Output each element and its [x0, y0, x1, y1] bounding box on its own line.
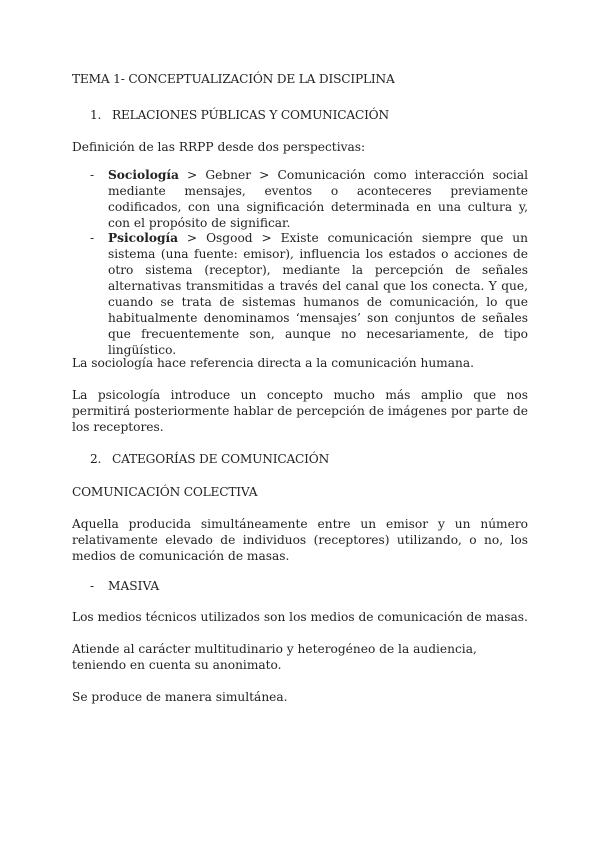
section-1-title: RELACIONES PÚBLICAS Y COMUNICACIÓN	[112, 108, 389, 122]
paragraph: La psicología introduce un concepto mucho más amplio que nos permitirá posteriormente hablar de percepción de imágenes por parte de los receptores.	[72, 388, 528, 434]
bullet-body: > Osgood > Existe comunicación siempre que un sistema (una fuente: emisor), influencia los estados o acciones de otro sistema (receptor), mediante la percepción de señales alternativas transmitidas a través del canal que los conecta. Y que, cuando se trata de sistemas humanos de comunicación, lo que habitualmente denominamos ‘mensajes’ son conjuntos de señales que frecuentemente son, aunque no necesariamente, de tipo lingüístico.	[108, 231, 528, 357]
section-1-heading	[90, 107, 546, 123]
paragraph: Aquella producida simultáneamente entre un emisor y un número relativamente elevado de individuos (receptores) utilizando, o no, los medios de comunicación de masas.	[72, 517, 528, 563]
bullet-dash: -	[90, 168, 95, 182]
bullet-psicologia	[108, 230, 528, 358]
document-title: TEMA 1- CONCEPTUALIZACIÓN DE LA DISCIPLINA	[72, 72, 395, 86]
bullet-sociologia	[108, 167, 528, 231]
bullet-term: Psicología	[108, 231, 179, 245]
section-1-number: 1.	[90, 108, 102, 122]
section-2-title: CATEGORÍAS DE COMUNICACIÓN	[112, 452, 330, 466]
bullet-dash: -	[90, 231, 95, 245]
subheading: COMUNICACIÓN COLECTIVA	[72, 485, 258, 499]
section-2-heading	[90, 451, 546, 467]
paragraph: Los medios técnicos utilizados son los medios de comunicación de masas.	[72, 610, 528, 624]
bullet-term: Sociología	[108, 168, 179, 182]
intro-paragraph: Definición de las RRPP desde dos perspectivas:	[72, 140, 366, 154]
bullet-body: > Gebner > Comunicación como interacción social mediante mensajes, eventos o aconteceres previamente codificados, con una significación determinada en una cultura y, con el propósito de significar.	[108, 168, 528, 230]
paragraph: Atiende al carácter multitudinario y heterogéneo de la audiencia, teniendo en cuenta su anonimato.	[72, 642, 477, 672]
section-2-number: 2.	[90, 452, 102, 466]
bullet-dash: -	[90, 579, 95, 593]
paragraph: Se produce de manera simultánea.	[72, 690, 288, 704]
paragraph: La sociología hace referencia directa a la comunicación humana.	[72, 356, 474, 370]
bullet-masiva: MASIVA	[108, 579, 160, 593]
